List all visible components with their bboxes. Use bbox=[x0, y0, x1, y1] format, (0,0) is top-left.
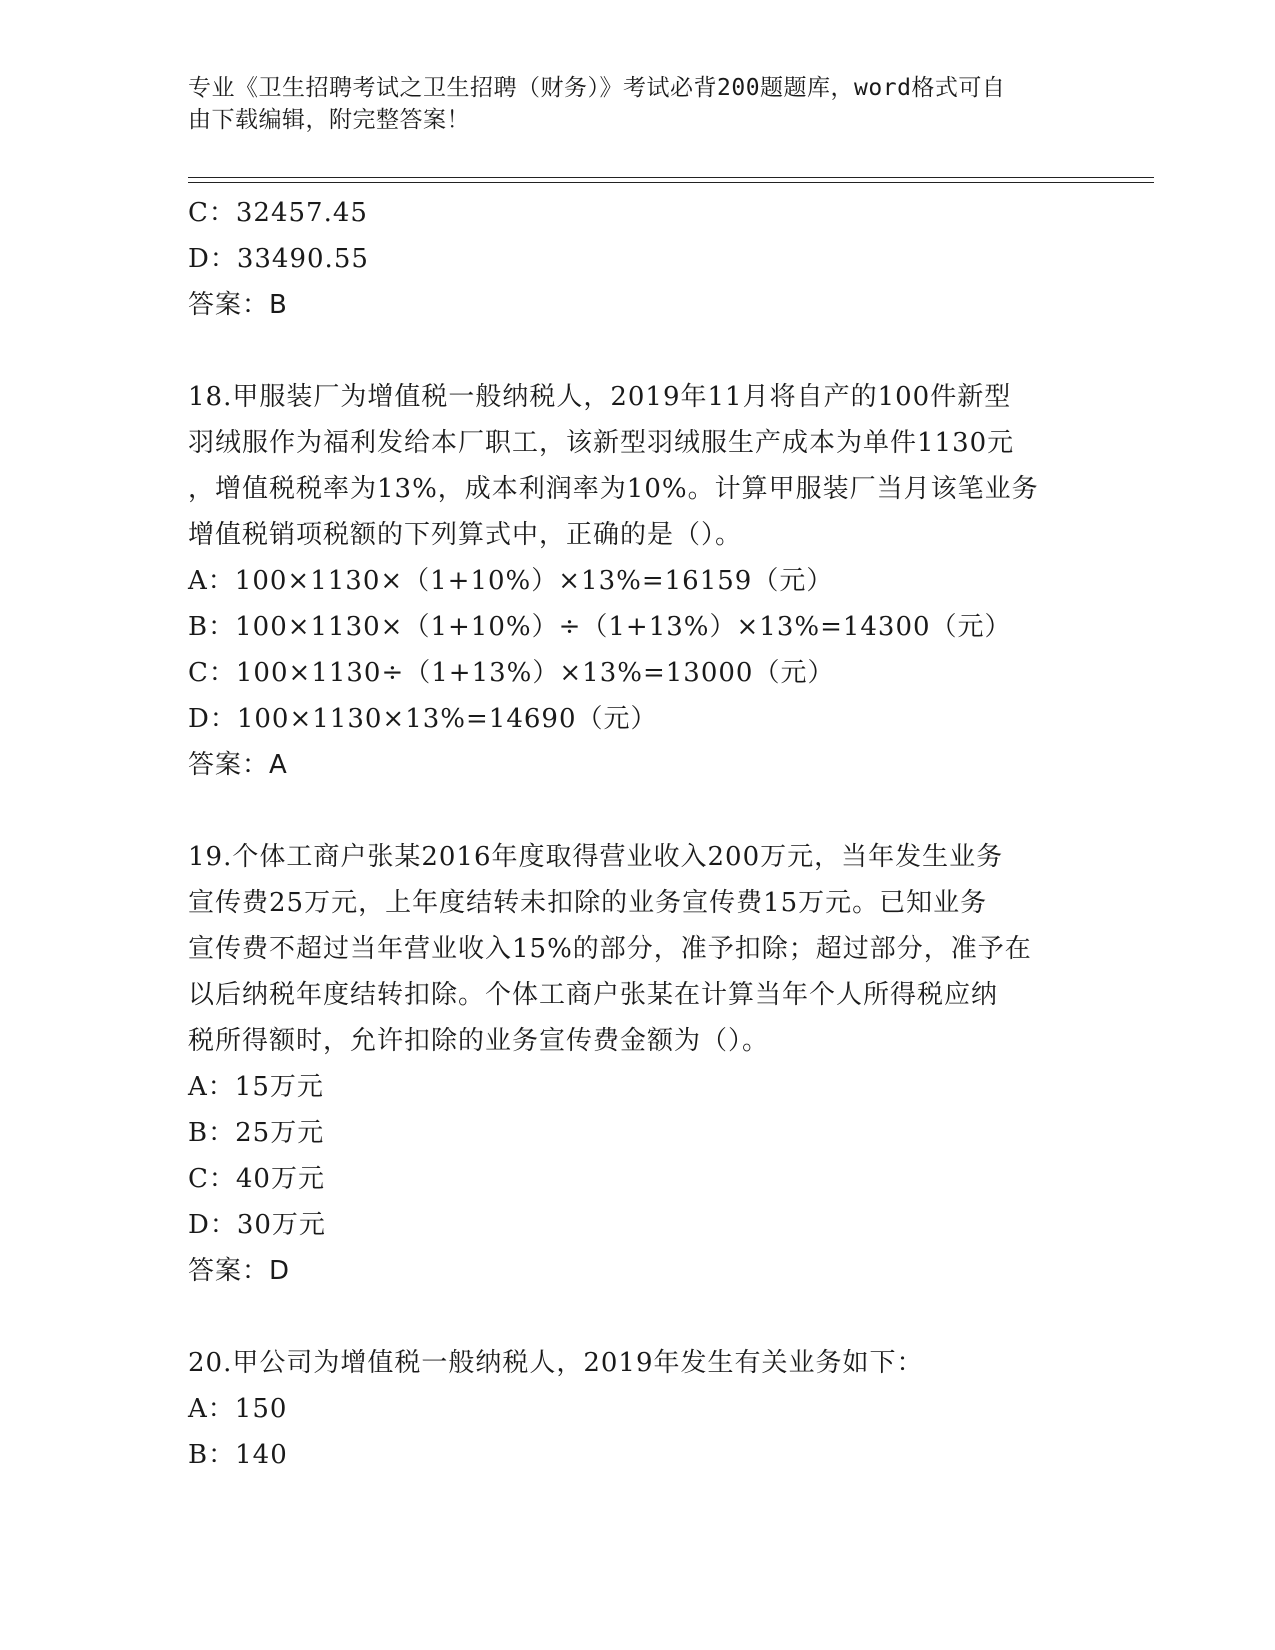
option-a: A：15万元 bbox=[188, 1072, 324, 1102]
question-text-line: 宣传费不超过当年营业收入15%的部分，准予扣除；超过部分，准予在 bbox=[188, 934, 1032, 964]
question-text-line: 20.甲公司为增值税一般纳税人，2019年发生有关业务如下： bbox=[188, 1348, 924, 1378]
header-divider-top bbox=[188, 177, 1154, 178]
spacer bbox=[188, 1294, 1088, 1340]
option-a: A：100×1130×（1+10%）×13%=16159（元） bbox=[188, 566, 834, 596]
option-c: C：32457.45 bbox=[188, 198, 368, 228]
question-text-line: 羽绒服作为福利发给本厂职工，该新型羽绒服生产成本为单件1130元 bbox=[188, 428, 1015, 458]
header-divider-bottom bbox=[188, 182, 1154, 183]
option-d: D：100×1130×13%=14690（元） bbox=[188, 704, 658, 734]
option-b: B：100×1130×（1+10%）÷（1+13%）×13%=14300（元） bbox=[188, 612, 1012, 642]
question-text-line: 增值税销项税额的下列算式中，正确的是（）。 bbox=[188, 520, 743, 550]
question-text-line: 宣传费25万元，上年度结转未扣除的业务宣传费15万元。已知业务 bbox=[188, 888, 988, 918]
option-c: C：40万元 bbox=[188, 1164, 325, 1194]
question-17 bbox=[188, 190, 1088, 328]
question-text-line: 税所得额时，允许扣除的业务宣传费金额为（）。 bbox=[188, 1026, 770, 1056]
document-body bbox=[188, 190, 1088, 1478]
option-c: C：100×1130÷（1+13%）×13%=13000（元） bbox=[188, 658, 835, 688]
spacer bbox=[188, 788, 1088, 834]
question-19 bbox=[188, 834, 1088, 1294]
option-b: B：140 bbox=[188, 1440, 288, 1470]
question-text-line: ，增值税税率为13%，成本利润率为10%。计算甲服装厂当月该笔业务 bbox=[188, 474, 1039, 504]
option-a: A：150 bbox=[188, 1394, 288, 1424]
spacer bbox=[188, 328, 1088, 374]
question-18 bbox=[188, 374, 1088, 788]
question-text-line: 18.甲服装厂为增值税一般纳税人，2019年11月将自产的100件新型 bbox=[188, 382, 1012, 412]
answer-line: 答案：A bbox=[188, 750, 288, 780]
option-d: D：33490.55 bbox=[188, 244, 369, 274]
header-line-1: 专业《卫生招聘考试之卫生招聘（财务）》考试必背200题题库，word格式可自 bbox=[188, 75, 1006, 101]
answer-line: 答案：B bbox=[188, 290, 288, 320]
question-20 bbox=[188, 1340, 1088, 1478]
header-line-2: 由下载编辑，附完整答案！ bbox=[188, 107, 470, 133]
answer-line: 答案：D bbox=[188, 1256, 291, 1286]
option-d: D：30万元 bbox=[188, 1210, 326, 1240]
document-header bbox=[188, 72, 1068, 136]
option-b: B：25万元 bbox=[188, 1118, 325, 1148]
question-text-line: 19.个体工商户张某2016年度取得营业收入200万元，当年发生业务 bbox=[188, 842, 1004, 872]
question-text-line: 以后纳税年度结转扣除。个体工商户张某在计算当年个人所得税应纳 bbox=[188, 980, 999, 1010]
